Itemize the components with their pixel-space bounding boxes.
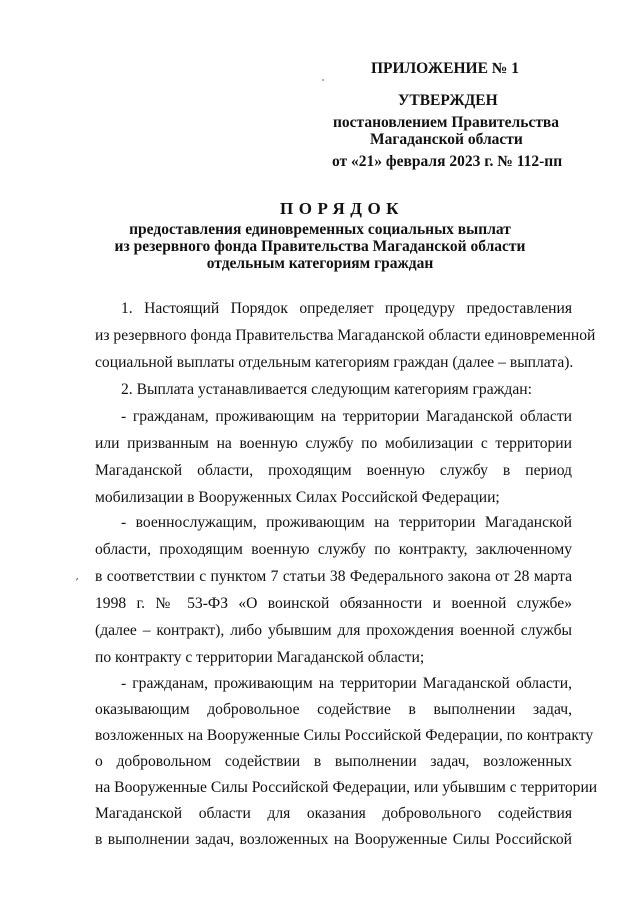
body-line: мобилизации в Вооруженных Силах Российской Федерации; (95, 489, 500, 506)
body-line: в соответствии с пунктом 7 статьи 38 Федерального закона от 28 марта (95, 568, 572, 585)
appendix-label: ПРИЛОЖЕНИЕ № 1 (371, 60, 519, 77)
body-line: - военнослужащим, проживающим на территории Магаданской (121, 514, 572, 531)
approved-label: УТВЕРЖДЕН (398, 92, 498, 109)
body-line: (далее – контракт), либо убывшим для прохождения военной службы (95, 622, 572, 639)
subtitle-line-3: отдельным категориям граждан (206, 255, 434, 272)
body-line: 1. Настоящий Порядок определяет процедуру предоставления (121, 300, 572, 317)
body-line: 2. Выплата устанавливается следующим категориям граждан: (121, 381, 532, 398)
body-line: 1998 г. № 53-ФЗ «О воинской обязанности и военной службе» (95, 595, 572, 612)
body-line: - гражданам, проживающим на территории Магаданской области (121, 408, 572, 425)
subtitle-line-1: предоставления единовременных социальных выплат (129, 221, 511, 238)
margin-pen-mark: ˊ (73, 574, 85, 591)
body-line: в выполнении задач, возложенных на Вооруженные Силы Российской (95, 831, 572, 848)
document-title: ПОРЯДОК (280, 199, 405, 218)
body-line: области, проходящим военную службу по контракту, заключенному (95, 541, 572, 558)
body-line: - гражданам, проживающим на территории Магаданской области, (121, 675, 572, 692)
body-line: возложенных на Вооруженные Силы Российской Федерации, по контракту (95, 727, 594, 744)
date-number-line: от «21» февраля 2023 г. № 112-пп (332, 153, 563, 170)
subtitle-line-2: из резервного фонда Правительства Магаданской области (114, 238, 526, 255)
scan-speck (322, 79, 324, 81)
body-line: Магаданской области, проходящим военную службу в период (95, 462, 572, 479)
body-line: на Вооруженные Силы Российской Федерации, или убывшим с территории (95, 779, 598, 796)
body-line: оказывающим добровольное содействие в выполнении задач, (95, 701, 572, 718)
body-line: Магаданской области для оказания добровольного содействия (95, 805, 572, 822)
body-line: из резервного фонда Правительства Магаданской области единовременной (95, 327, 596, 344)
body-line: или призванным на военную службу по мобилизации с территории (95, 435, 572, 452)
region-line: Магаданской области (370, 131, 523, 148)
resolution-line: постановлением Правительства (333, 114, 560, 131)
body-line: социальной выплаты отдельным категориям граждан (далее – выплата). (95, 354, 574, 371)
body-line: о добровольном содействии в выполнении задач, возложенных (95, 753, 572, 770)
body-line: по контракту с территории Магаданской области; (95, 649, 425, 666)
